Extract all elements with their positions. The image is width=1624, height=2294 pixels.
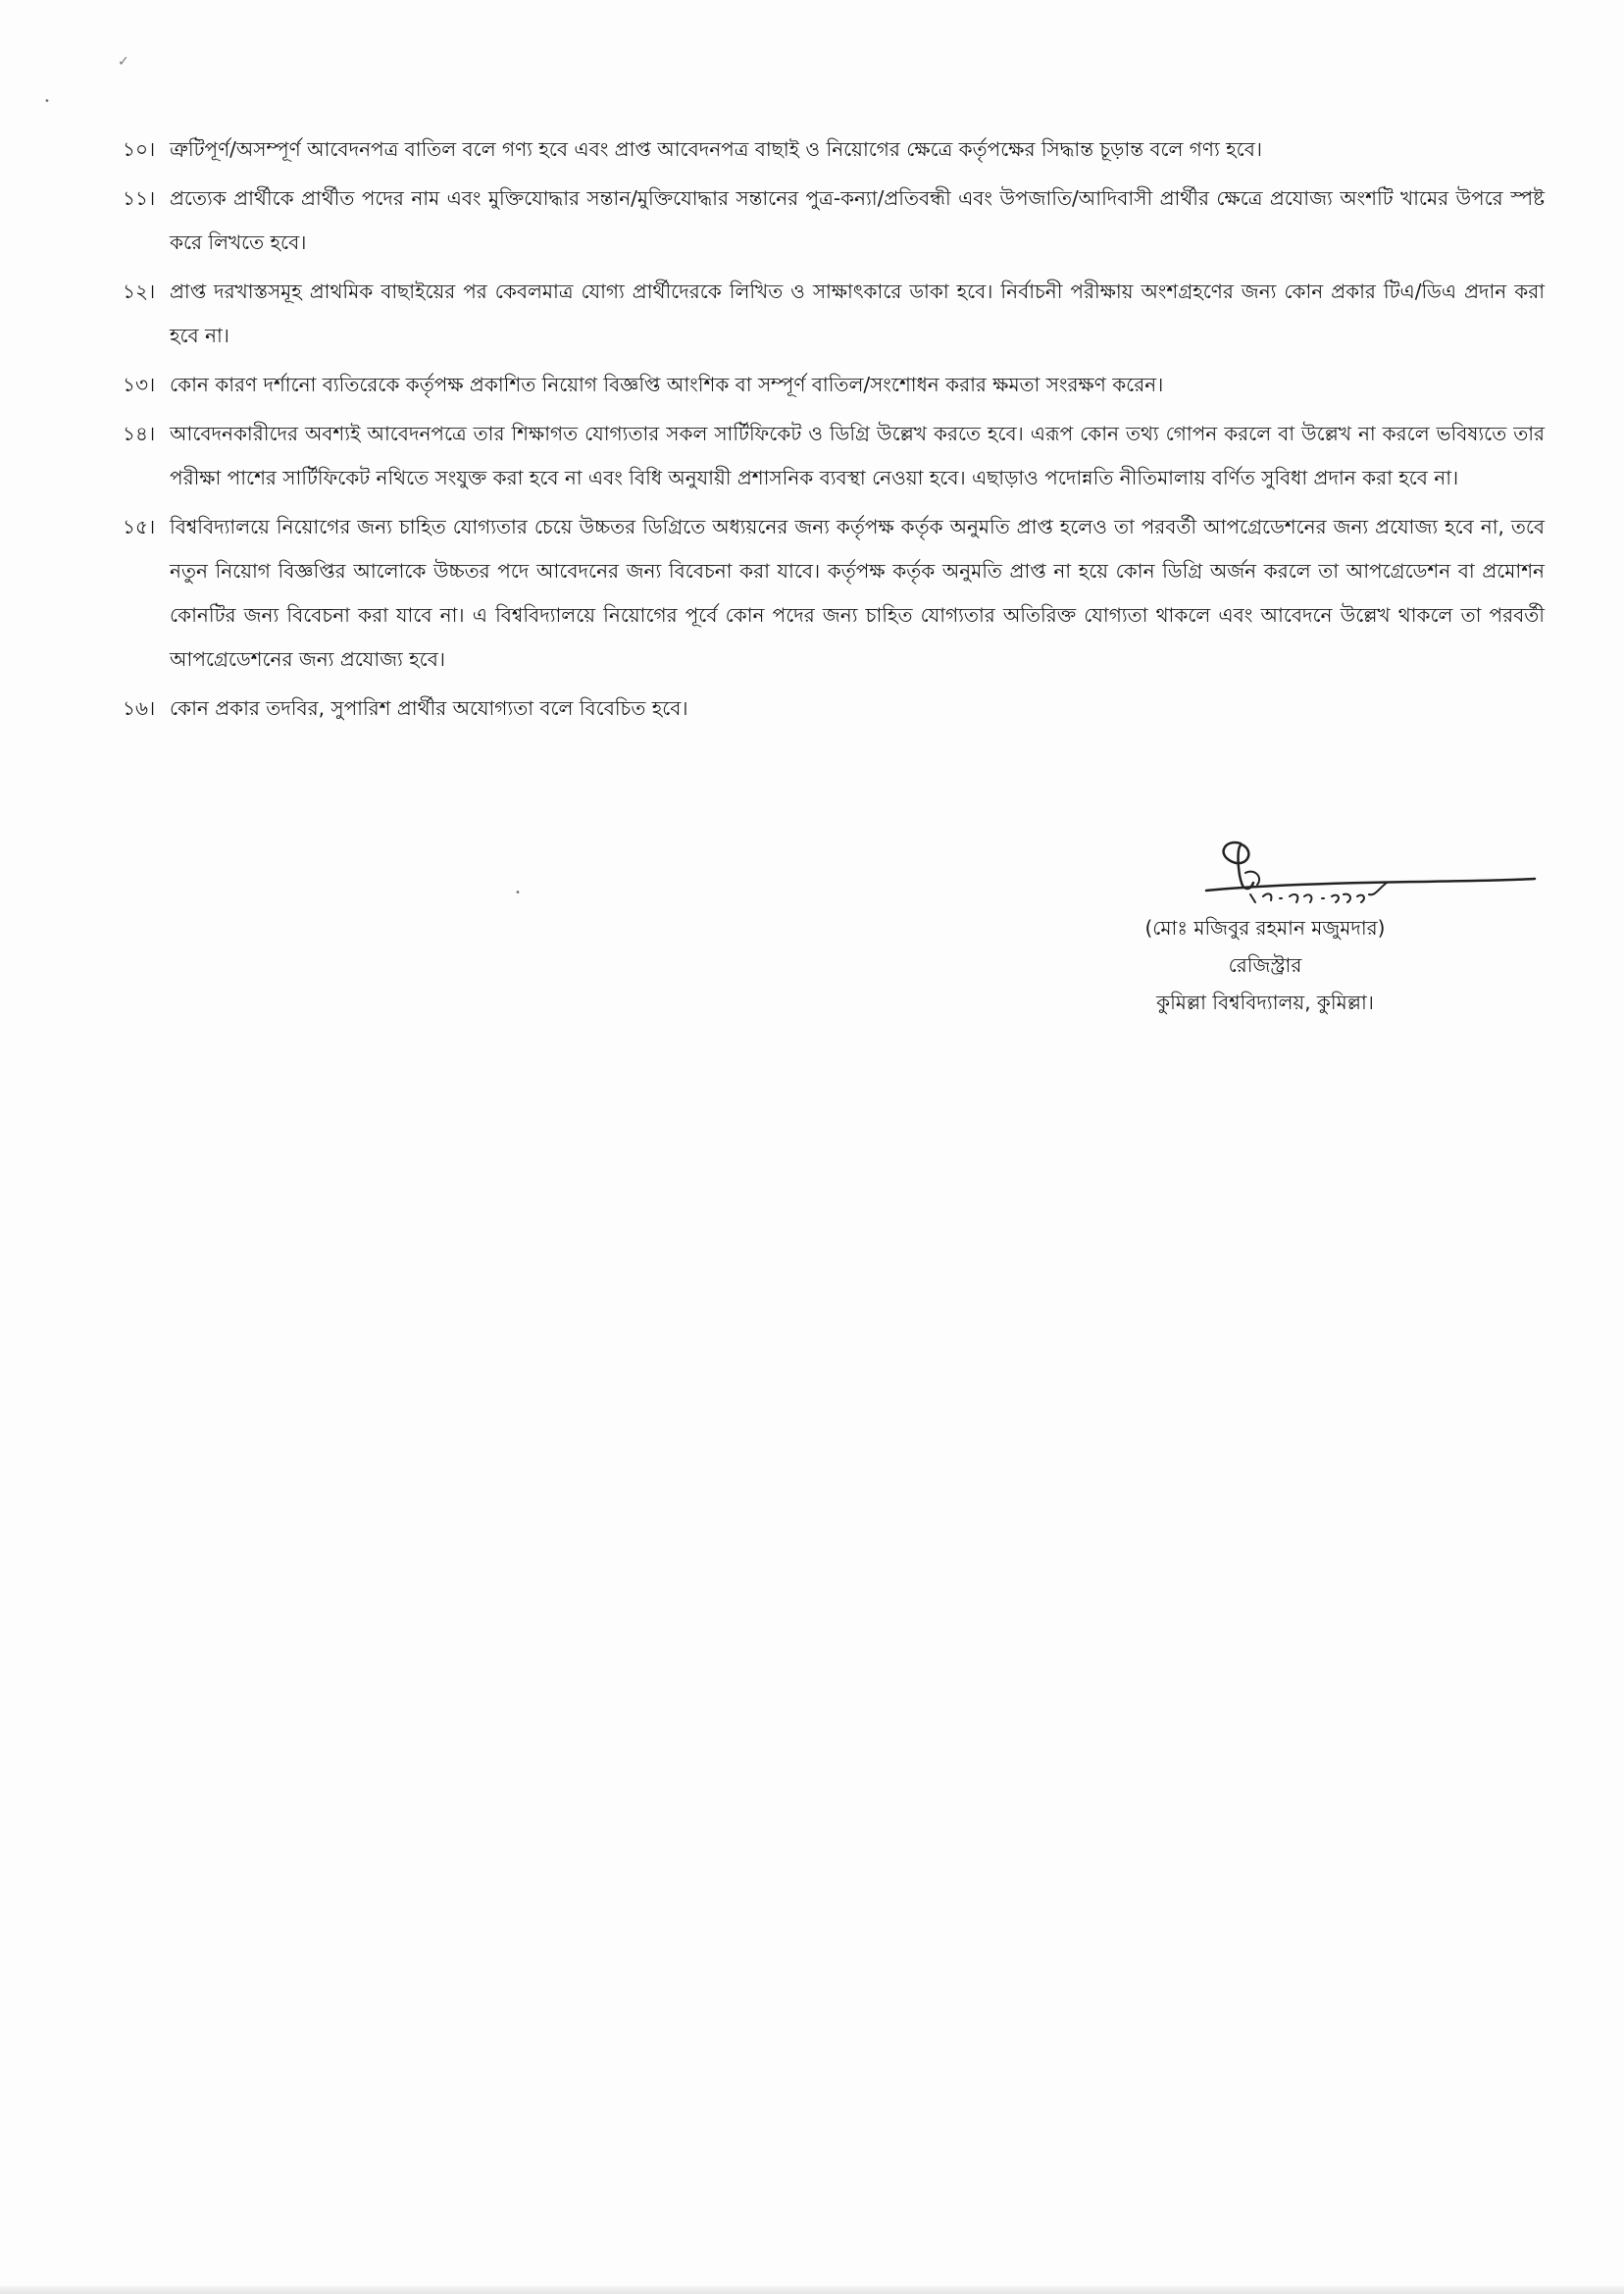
terms-list: [123, 127, 1545, 736]
signature-block: [1089, 834, 1540, 1030]
clause-text: বিশ্ববিদ্যালয়ে নিয়োগের জন্য চাহিত যোগ্যতার চেয়ে উচ্চতর ডিগ্রিতে অধ্যয়নের জন্য কর্তৃপক্ষ কর্তৃক অনুমতি প্রাপ্ত হলেও তা পরবর্তী আপগ্রেডেশনের জন্য প্রযোজ্য হবে না, তবে নতুন নিয়োগ বিজ্ঞপ্তির আলোকে উচ্চতর পদে আবেদনের জন্য বিবেচনা করা যাবে। কর্তৃপক্ষ কর্তৃক অনুমতি প্রাপ্ত না হয়ে কোন ডিগ্রি অর্জন করলে তা আপগ্রেডেশন বা প্রমোশন কোনটির জন্য বিবেচনা করা যাবে না। এ বিশ্ববিদ্যালয়ে নিয়োগের পূর্বে কোন পদের জন্য চাহিত যোগ্যতার অতিরিক্ত যোগ্যতা থাকলে এবং আবেদনে উল্লেখ থাকলে তা পরবর্তী আপগ্রেডেশনের জন্য প্রযোজ্য হবে।: [170, 515, 1545, 671]
clause-text: কোন প্রকার তদবির, সুপারিশ প্রার্থীর অযোগ্যতা বলে বিবেচিত হবে।: [170, 696, 688, 720]
clause-number: ১২।: [123, 280, 156, 303]
scan-mark: ✓: [118, 54, 129, 70]
clause-number: ১৪।: [123, 422, 156, 445]
clause-16: [123, 687, 1545, 731]
clause-number: ১১।: [123, 186, 156, 210]
clause-text: আবেদনকারীদের অবশ্যই আবেদনপত্রে তার শিক্ষাগত যোগ্যতার সকল সার্টিফিকেট ও ডিগ্রি উল্লেখ করতে হবে। এরূপ কোন তথ্য গোপন করলে বা উল্লেখ না করলে ভবিষ্যতে তার পরীক্ষা পাশের সার্টিফিকেট নথিতে সংযুক্ত করা হবে না এবং বিধি অনুযায়ী প্রশাসনিক ব্যবস্থা নেওয়া হবে। এছাড়াও পদোন্নতি নীতিমালায় বর্ণিত সুবিধা প্রদান করা হবে না।: [170, 422, 1545, 489]
clause-number: ১৩।: [123, 373, 156, 396]
scan-mark: •: [515, 888, 521, 898]
clause-text: কোন কারণ দর্শানো ব্যতিরেকে কর্তৃপক্ষ প্রকাশিত নিয়োগ বিজ্ঞপ্তি আংশিক বা সম্পূর্ণ বাতিল/সংশোধন করার ক্ষমতা সংরক্ষণ করেন।: [170, 373, 1164, 396]
signatory-title: রেজিস্ট্রার: [1228, 953, 1302, 977]
signatory-name: (মোঃ মজিবুর রহমান মজুমদার): [1144, 916, 1386, 940]
clause-number: ১০।: [123, 137, 156, 161]
scan-bottom-edge: [0, 2286, 1624, 2294]
scan-mark: •: [44, 96, 50, 107]
clause-14: [123, 412, 1545, 500]
clause-text: প্রত্যেক প্রার্থীকে প্রার্থীত পদের নাম এবং মুক্তিযোদ্ধার সন্তান/মুক্তিযোদ্ধার সন্তানের পুত্র-কন্যা/প্রতিবন্ধী এবং উপজাতি/আদিবাসী প্রার্থীর ক্ষেত্রে প্রযোজ্য অংশটি খামের উপরে স্পষ্ট করে লিখতে হবে।: [170, 186, 1545, 254]
clause-text: ত্রুটিপূর্ণ/অসম্পূর্ণ আবেদনপত্র বাতিল বলে গণ্য হবে এবং প্রাপ্ত আবেদনপত্র বাছাই ও নিয়োগের ক্ষেত্রে কর্তৃপক্ষের সিদ্ধান্ত চূড়ান্ত বলে গণ্য হবে।: [170, 137, 1262, 161]
clause-13: [123, 363, 1545, 407]
clause-15: [123, 505, 1545, 682]
handwritten-signature: [1147, 834, 1540, 912]
signatory-organization: কুমিল্লা বিশ্ববিদ্যালয়, কুমিল্লা।: [1156, 991, 1374, 1014]
clause-12: [123, 270, 1545, 358]
clause-11: [123, 177, 1545, 265]
clause-text: প্রাপ্ত দরখাস্তসমূহ প্রাথমিক বাছাইয়ের পর কেবলমাত্র যোগ্য প্রার্থীদেরকে লিখিত ও সাক্ষাৎকারে ডাকা হবে। নির্বাচনী পরীক্ষায় অংশগ্রহণের জন্য কোন প্রকার টিএ/ডিএ প্রদান করা হবে না।: [170, 280, 1545, 347]
clause-number: ১৬।: [123, 696, 156, 720]
clause-number: ১৫।: [123, 515, 156, 538]
clause-10: [123, 127, 1545, 172]
